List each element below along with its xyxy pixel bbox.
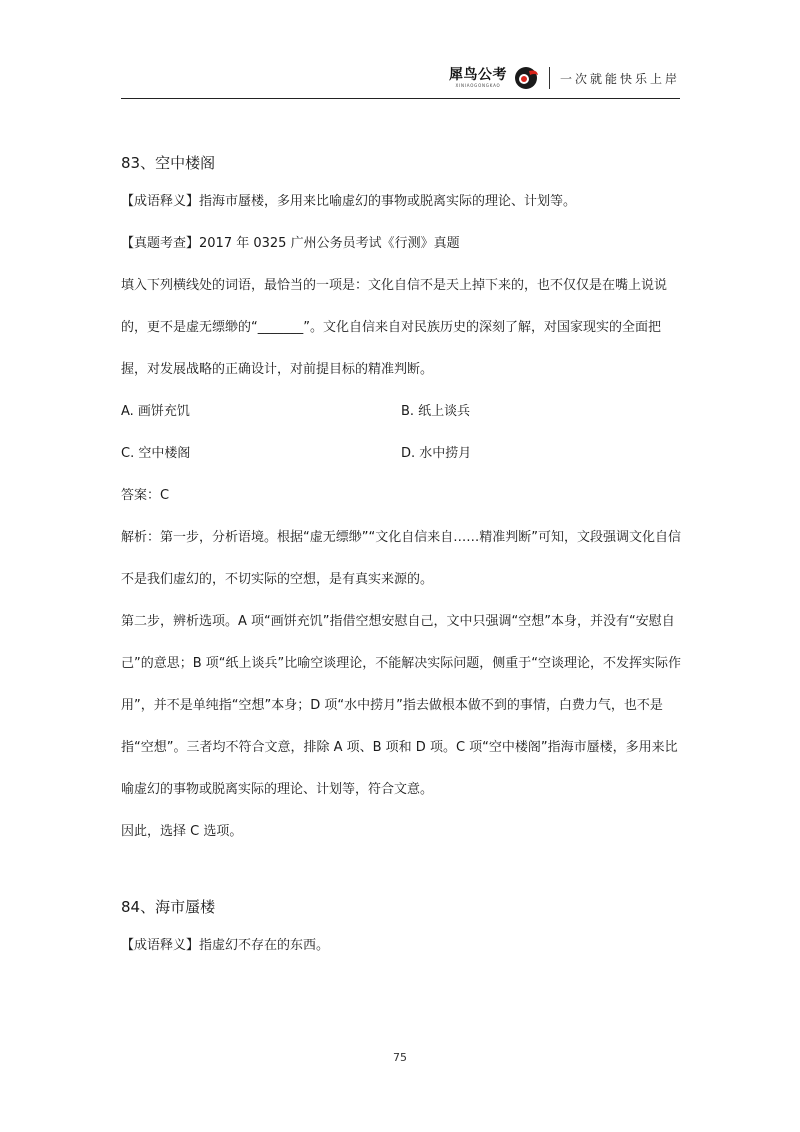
analysis-step-2: 第二步，辨析选项。A 项“画饼充饥”指借空想安慰自己，文中只强调“空想”本身，并没有“安慰自己”的意思；B 项“纸上谈兵”比喻空谈理论，不能解决实际问题，侧重于“空谈理论，不发挥实际作用”，并不是单纯指“空想”本身；D 项“水中捞月”指去做根本做不到的事情，白费力气，也不是指“空想”。三者均不符合文意，排除 A 项、B 项和 D 项。C 项“空中楼阁”指海市蜃楼，多用来比喻虚幻的事物或脱离实际的理论、计划等，符合文意。 <box>121 614 681 797</box>
brand-divider <box>549 67 550 89</box>
slogan: 一次就能快乐上岸 <box>559 71 680 86</box>
hornbill-logo-icon <box>513 65 539 91</box>
definition: 【成语释义】指虚幻不存在的东西。 <box>121 938 330 953</box>
page-header <box>121 58 680 99</box>
exam-source: 【真题考查】2017 年 0325 广州公务员考试《行测》真题 <box>121 236 460 251</box>
brand-subtitle: XINIAOGONGKAO <box>455 83 501 88</box>
page-number: 75 <box>393 1051 407 1064</box>
option-d: D. 水中捞月 <box>401 446 472 461</box>
analysis-step-1: 解析：第一步，分析语境。根据“虚无缥缈”“文化自信来自……精准判断”可知，文段强调文化自信不是我们虚幻的，不切实际的空想，是有真实来源的。 <box>121 530 681 587</box>
brand-name-block <box>449 67 507 89</box>
brand <box>449 64 680 92</box>
question-text: 填入下列横线处的词语，最恰当的一项是：文化自信不是天上掉下来的，也不仅仅是在嘴上说说的，更不是虚无缥缈的“_______”。文化自信来自对民族历史的深刻了解，对国家现实的全面把握，对发展战略的正确设计，对前提目标的精准判断。 <box>121 278 668 377</box>
section-spacer <box>121 853 681 889</box>
options-row <box>121 433 681 475</box>
section-title: 83、空中楼阁 <box>121 154 216 172</box>
brand-name: 犀鸟公考 <box>448 67 507 83</box>
conclusion: 因此，选择 C 选项。 <box>121 824 243 839</box>
options-row <box>121 391 681 433</box>
answer: 答案：C <box>121 488 170 503</box>
definition: 【成语释义】指海市蜃楼，多用来比喻虚幻的事物或脱离实际的理论、计划等。 <box>121 194 577 209</box>
option-a: A. 画饼充饥 <box>121 404 190 419</box>
option-b: B. 纸上谈兵 <box>401 404 471 419</box>
page-content <box>121 145 681 967</box>
section-title: 84、海市蜃楼 <box>121 898 216 916</box>
option-c: C. 空中楼阁 <box>121 446 191 461</box>
